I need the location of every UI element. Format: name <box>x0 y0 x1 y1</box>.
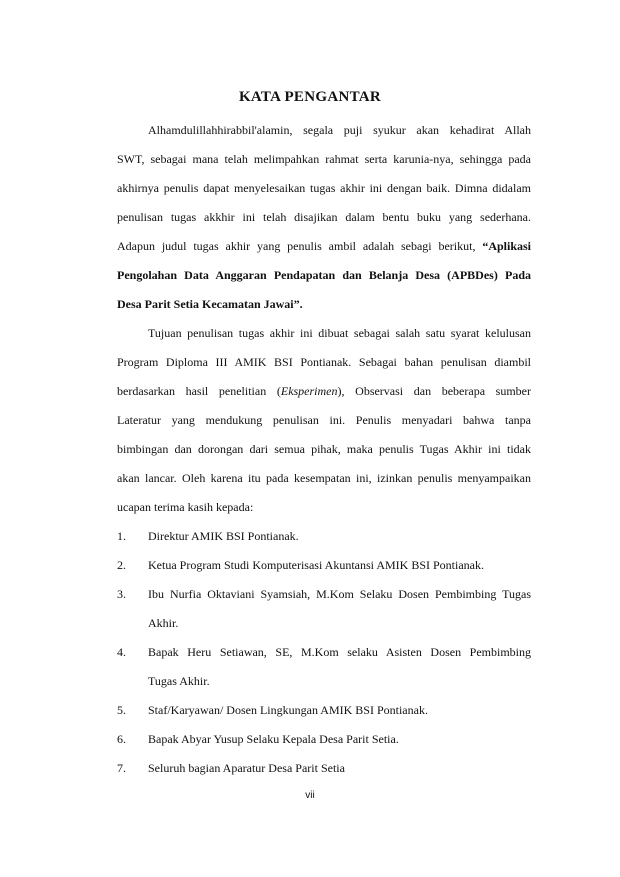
para2-line: Lateratur yang mendukung penulisan ini. Penulis menyadari bahwa tanpa <box>117 413 531 427</box>
list-item: Ibu Nurfia Oktaviani Syamsiah, M.Kom Selaku Dosen Pembimbing Tugas <box>148 587 531 601</box>
para1-line: penulisan tugas akkhir ini telah disajikan dalam bentu buku yang sederhana. <box>117 210 531 224</box>
list-item: Bapak Heru Setiawan, SE, M.Kom selaku Asisten Dosen Pembimbing <box>148 645 531 659</box>
para2-line: akan lancar. Oleh karena itu pada kesempatan ini, izinkan penulis menyampaikan <box>117 471 531 485</box>
list-item: Direktur AMIK BSI Pontianak. <box>148 529 299 543</box>
list-item: Seluruh bagian Aparatur Desa Parit Setia <box>148 761 345 775</box>
thesis-title-start: “Aplikasi <box>482 239 531 253</box>
list-number: 2. <box>117 558 126 572</box>
list-number: 3. <box>117 587 126 601</box>
para1-line: akhirnya penulis dapat menyelesaikan tugas akhir ini dengan baik. Dimna didalam <box>117 181 531 195</box>
para1-text: Adapun judul tugas akhir yang penulis ambil adalah sebagi berikut, <box>117 239 483 253</box>
list-number: 6. <box>117 732 126 746</box>
list-item-continuation: Akhir. <box>148 616 179 630</box>
para2-line: Tujuan penulisan tugas akhir ini dibuat sebagai salah satu syarat kelulusan <box>148 326 531 340</box>
list-item: Ketua Program Studi Komputerisasi Akuntansi AMIK BSI Pontianak. <box>148 558 484 572</box>
para2-line: Program Diploma III AMIK BSI Pontianak. Sebagai bahan penulisan diambil <box>117 355 531 369</box>
thesis-title-end: Desa Parit Setia Kecamatan Jawai”. <box>117 297 303 311</box>
list-item: Bapak Abyar Yusup Selaku Kepala Desa Parit Setia. <box>148 732 399 746</box>
list-item-continuation: Tugas Akhir. <box>148 674 210 688</box>
thesis-title: Pengolahan Data Anggaran Pendapatan dan Belanja Desa (APBDes) Pada <box>117 268 531 282</box>
list-number: 7. <box>117 761 126 775</box>
para2-line: ucapan terima kasih kepada: <box>117 500 254 514</box>
para1-line: Alhamdulillahhirabbil'alamin, segala puji syukur akan kehadirat Allah <box>148 123 531 137</box>
page-title: KATA PENGANTAR <box>238 89 382 105</box>
list-item: Staf/Karyawan/ Dosen Lingkungan AMIK BSI Pontianak. <box>148 703 428 717</box>
para1-line: SWT, sebagai mana telah melimpahkan rahmat serta karunia-nya, sehingga pada <box>117 152 531 166</box>
para2-line: bimbingan dan dorongan dari semua pihak, maka penulis Tugas Akhir ini tidak <box>117 442 531 456</box>
para2-text: berdasarkan hasil penelitian ( <box>117 384 281 398</box>
list-number: 4. <box>117 645 126 659</box>
page-number: vii <box>305 790 315 801</box>
para2-line <box>117 383 531 399</box>
para2-text: ), Observasi dan beberapa sumber <box>337 384 531 398</box>
list-number: 1. <box>117 529 126 543</box>
list-number: 5. <box>117 703 126 717</box>
para1-line <box>117 238 531 254</box>
italic-term: Eksperimen <box>280 384 338 398</box>
